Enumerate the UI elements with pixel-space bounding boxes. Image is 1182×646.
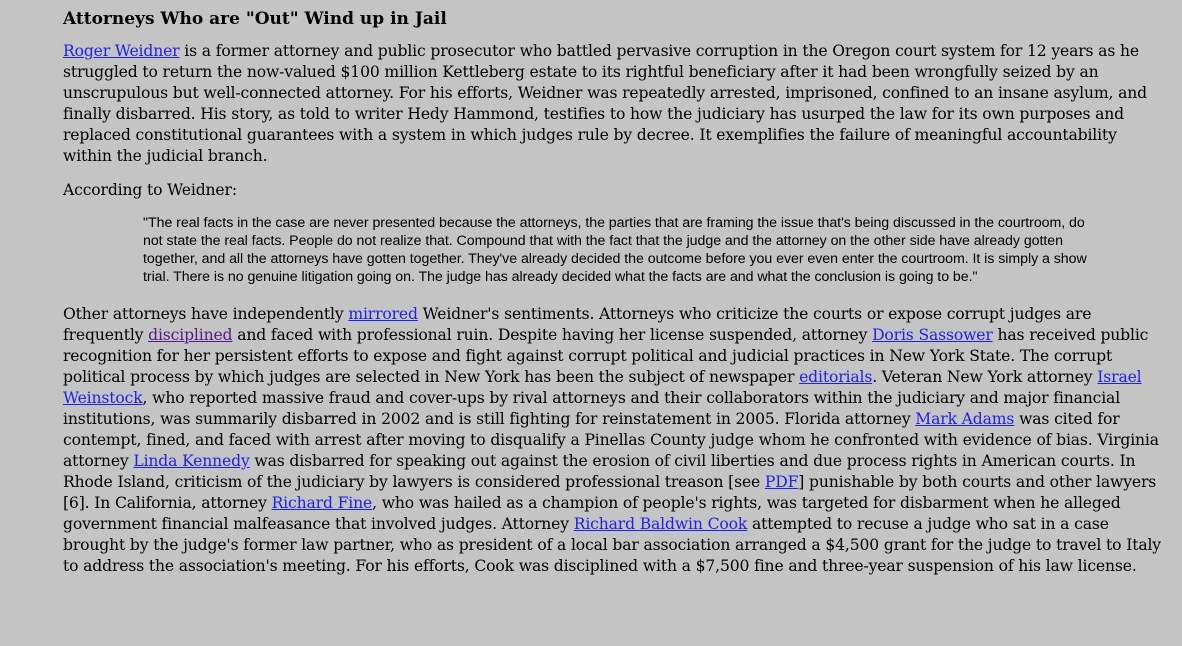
link-richard-fine[interactable]: Richard Fine	[271, 494, 373, 512]
paragraph-text: and faced with professional ruin. Despite having her license suspended, attorney	[232, 326, 873, 344]
paragraph-text: Weidner's sentiments. Attorneys who criticize the courts or expose corrupt judges are frequently	[63, 305, 1092, 344]
link-richard-baldwin-cook[interactable]: Richard Baldwin Cook	[573, 515, 748, 533]
paragraph-other-attorneys	[63, 304, 1162, 577]
paragraph-text: attempted to recuse a judge who sat in a case brought by the judge's former law partner, who as president of a local bar association arranged a $4,500 grant for the judge to travel to Italy to address the association's meeting. For his efforts, Cook was disciplined with a $7,500 fine and three-year suspension of his law license.	[63, 515, 1161, 575]
link-linda-kennedy[interactable]: Linda Kennedy	[133, 452, 250, 470]
paragraph-according: According to Weidner:	[63, 181, 237, 199]
link-editorials[interactable]: editorials	[799, 368, 873, 386]
paragraph-text: was disbarred for speaking out against the erosion of civil liberties and due process rights in American courts. In Rhode Island, criticism of the judiciary by lawyers is considered professional treason [see	[63, 452, 1136, 491]
paragraph-text: . Veteran New York attorney	[872, 368, 1098, 386]
paragraph-text: , who reported massive fraud and cover-ups by rival attorneys and their collaborators within the judiciary and major financial institutions, was summarily disbarred in 2002 and is still fighting for reinstatement in 2005. Florida attorney	[63, 389, 1121, 428]
link-israel-weinstock[interactable]: Israel Weinstock	[63, 368, 1142, 407]
link-roger-weidner[interactable]: Roger Weidner	[63, 42, 180, 60]
link-doris-sassower[interactable]: Doris Sassower	[872, 326, 993, 344]
article-title: Attorneys Who are "Out" Wind up in Jail	[63, 9, 447, 29]
paragraph-text: has received public recognition for her persistent efforts to expose and fight against corrupt political and judicial practices in New York State. The corrupt political process by which judges are selected in New York has been the subject of newspaper	[63, 326, 1149, 386]
paragraph-weidner-intro	[63, 41, 1162, 167]
paragraph-text: was cited for contempt, fined, and faced with arrest after moving to disqualify a Pinellas County judge whom he confronted with evidence of bias. Virginia attorney	[63, 410, 1159, 470]
block-quote: "The real facts in the case are never presented because the attorneys, the parties that are framing the issue that's being discussed in the courtroom, do not state the real facts. People do not realize that. Compound that with the fact that the judge and the attorney on the other side have already gotten together, and all the attorneys have gotten together. They've already decided the outcome before you ever even enter the courtroom. It is simply a show trial. There is no genuine litigation going on. The judge has already decided what the facts are and what the conclusion is going to be."	[143, 215, 1087, 285]
link-mirrored[interactable]: mirrored	[348, 305, 418, 323]
paragraph-text: is a former attorney and public prosecutor who battled pervasive corruption in the Oregon court system for 12 years as he struggled to return the now-valued $100 million Kettleberg estate to its rightful beneficiary after it had been wrongfully seized by an unscrupulous but well-connected attorney. For his efforts, Weidner was repeatedly arrested, imprisoned, confined to an insane asylum, and finally disbarred. His story, as told to writer Hedy Hammond, testifies to how the judiciary has usurped the law for its own purposes and replaced constitutional guarantees with a system in which judges rule by decree. It exemplifies the failure of meaningful accountability within the judicial branch.	[63, 42, 1147, 165]
paragraph-text: ] punishable by both courts and other lawyers [6]. In California, attorney	[63, 473, 1157, 512]
paragraph-text: , who was hailed as a champion of people's rights, was targeted for disbarment when he alleged government financial malfeasance that involved judges. Attorney	[63, 494, 1121, 533]
link-mark-adams[interactable]: Mark Adams	[915, 410, 1015, 428]
link-disciplined[interactable]: disciplined	[148, 326, 233, 344]
link-pdf[interactable]: PDF	[764, 473, 799, 491]
paragraph-text: Other attorneys have independently	[63, 305, 349, 323]
